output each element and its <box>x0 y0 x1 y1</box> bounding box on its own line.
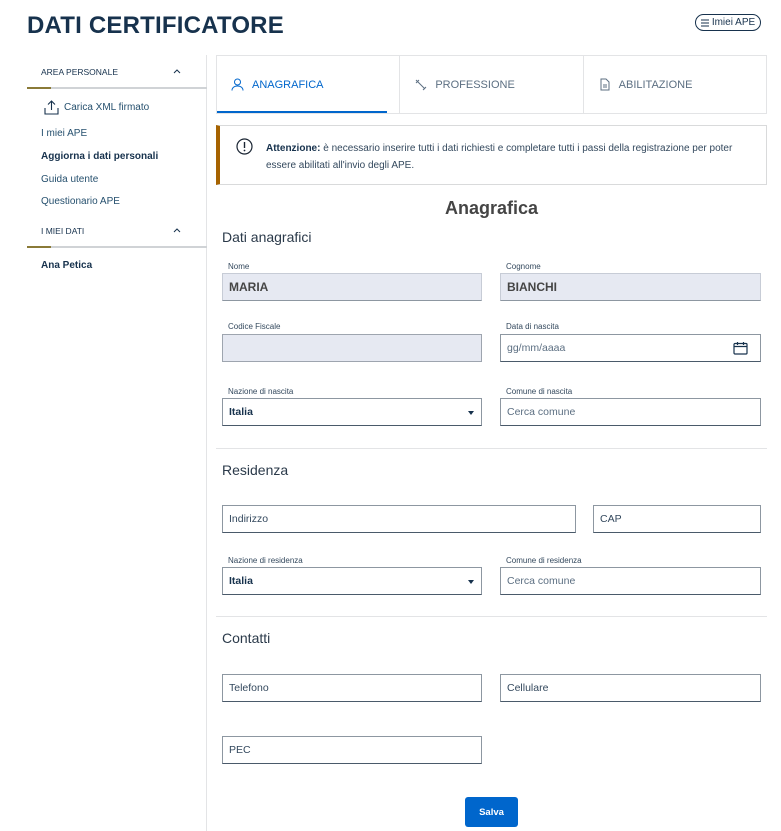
pec-field[interactable] <box>222 736 482 764</box>
tab-label: ABILITAZIONE <box>618 78 693 91</box>
sidebar-item-guida-utente[interactable]: Guida utente <box>41 174 99 185</box>
caret-down-icon <box>468 411 474 415</box>
sidebar-section-area-personale[interactable] <box>27 61 207 83</box>
data-nascita-label: Data di nascita <box>506 322 559 331</box>
nome-field[interactable] <box>222 273 482 301</box>
comune-residenza-placeholder: Cerca comune <box>507 575 576 587</box>
nazione-nascita-value: Italia <box>229 406 253 418</box>
chevron-up-icon <box>173 226 181 234</box>
alert-circle-icon <box>236 138 253 155</box>
calendar-icon[interactable] <box>733 341 748 355</box>
indirizzo-placeholder: Indirizzo <box>229 513 269 525</box>
section-divider <box>27 87 207 89</box>
comune-residenza-field[interactable] <box>500 567 761 595</box>
chevron-up-icon <box>173 67 181 75</box>
alert-text: è necessario inserire tutti i dati richiesti e completare tutti i passi della registrazione per poter essere abilitati all'invio degli APE. <box>266 143 733 171</box>
alert-strong: Attenzione: <box>266 143 321 154</box>
cellulare-field[interactable] <box>500 674 761 702</box>
telefono-placeholder: Telefono <box>229 682 269 694</box>
tab-professione[interactable] <box>400 56 583 113</box>
sidebar-section-miei-dati[interactable] <box>27 220 207 242</box>
section-divider <box>27 246 207 248</box>
data-nascita-field[interactable] <box>500 334 761 362</box>
tab-anagrafica[interactable] <box>217 56 400 113</box>
nome-value: MARIA <box>229 280 269 294</box>
sidebar-item-questionario[interactable]: Questionario APE <box>41 196 120 207</box>
page-title: DATI CERTIFICATORE <box>27 12 284 39</box>
comune-nascita-field[interactable] <box>500 398 761 426</box>
form-title: Anagrafica <box>444 198 539 218</box>
document-icon <box>598 78 611 91</box>
sidebar <box>27 55 207 831</box>
tools-icon <box>414 78 427 91</box>
tab-bar <box>216 55 767 114</box>
cap-field[interactable] <box>593 505 761 533</box>
cellulare-placeholder: Cellulare <box>507 682 549 694</box>
section-divider <box>216 448 767 449</box>
save-button[interactable]: Salva <box>465 797 518 827</box>
comune-nascita-placeholder: Cerca comune <box>507 406 576 418</box>
telefono-field[interactable] <box>222 674 482 702</box>
section-dati-anagrafici: Dati anagrafici <box>222 229 312 245</box>
nazione-nascita-select[interactable] <box>222 398 482 426</box>
nazione-residenza-label: Nazione di residenza <box>228 556 303 565</box>
nazione-residenza-value: Italia <box>229 575 253 587</box>
nazione-residenza-select[interactable] <box>222 567 482 595</box>
sidebar-user-name[interactable]: Ana Petica <box>41 260 93 271</box>
my-ape-button-label: Imiei APE <box>711 17 756 28</box>
codice-fiscale-field[interactable] <box>222 334 482 362</box>
section-divider <box>216 616 767 617</box>
comune-residenza-label: Comune di residenza <box>506 556 582 565</box>
nazione-nascita-label: Nazione di nascita <box>228 387 294 396</box>
sidebar-section-title: I MIEI DATI <box>41 226 85 236</box>
caret-down-icon <box>468 580 474 584</box>
data-nascita-placeholder: gg/mm/aaaa <box>507 342 566 354</box>
indirizzo-field[interactable] <box>222 505 576 533</box>
cognome-label: Cognome <box>506 262 541 271</box>
cognome-value: BIANCHI <box>507 280 557 294</box>
cognome-field[interactable] <box>500 273 761 301</box>
tab-label: ANAGRAFICA <box>252 78 324 91</box>
sidebar-section-title: AREA PERSONALE <box>41 67 119 77</box>
user-icon <box>231 78 244 91</box>
pec-placeholder: PEC <box>229 744 251 756</box>
tab-label: PROFESSIONE <box>435 78 515 91</box>
warning-alert <box>216 125 767 185</box>
list-icon <box>701 19 709 27</box>
sidebar-item-aggiorna-dati[interactable]: Aggiorna i dati personali <box>41 151 159 162</box>
nome-label: Nome <box>228 262 250 271</box>
tab-abilitazione[interactable] <box>584 56 766 113</box>
comune-nascita-label: Comune di nascita <box>506 387 573 396</box>
section-contatti: Contatti <box>222 630 271 646</box>
my-ape-button[interactable] <box>695 14 761 31</box>
codice-fiscale-label: Codice Fiscale <box>228 322 281 331</box>
sidebar-item-carica-xml[interactable]: Carica XML firmato <box>64 102 150 113</box>
sidebar-item-miei-ape[interactable]: I miei APE <box>41 128 88 139</box>
upload-icon <box>44 99 59 115</box>
cap-placeholder: CAP <box>600 513 622 525</box>
section-residenza: Residenza <box>222 462 289 478</box>
